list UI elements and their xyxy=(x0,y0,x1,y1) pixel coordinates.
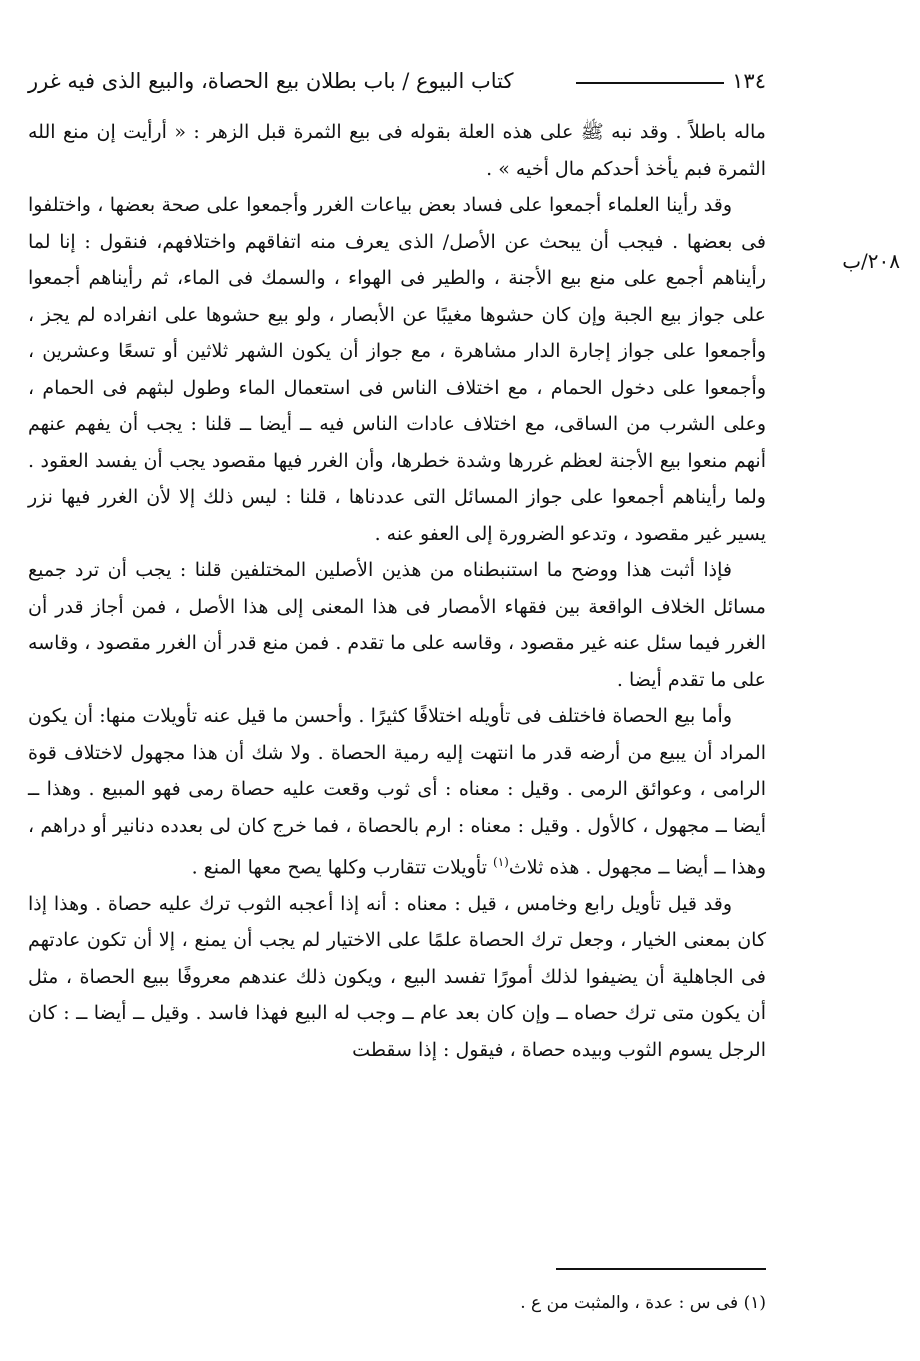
running-title: كتاب البيوع / باب بطلان بيع الحصاة، والبيع الذى فيه غرر xyxy=(28,69,514,93)
paragraph: وقد قيل تأويل رابع وخامس ، قيل : معناه : أنه إذا أعجبه الثوب ترك عليه حصاة . وهذا إذا كان بمعنى الخيار ، وجعل ترك الحصاة علمًا على الاختيار لم يجب أن يمنع ، إلا أن تكون عادتهم فى الجاهلية أن يضيفوا لذلك أمورًا تفسد البيع ، ويكون ذلك عندهم معروفًا ببيع الحصاة ، مثل أن يكون متى ترك حصاه ــ وإن كان بعد عام ــ وجب له البيع فهذا فاسد . وقيل ــ أيضا ــ : كان الرجل يسوم الثوب وبيده حصاة ، فيقول : إذا سقطت xyxy=(28,892,766,1061)
paragraph-text: وأما بيع الحصاة فاختلف فى تأويله اختلافًا كثيرًا . وأحسن ما قيل عنه تأويلات منها: أن يكون المراد أن يبيع من أرضه قدر ما انتهت إليه رمية الحصاة . ولا شك أن هذا مجهول لاختلاف قوة الرامى ، وعوائق الرمى . وقيل : معناه : أى ثوب وقعت عليه حصاة رمى فهو المبيع . وهذا ــ أيضا ــ مجهول ، كالأول . وقيل : معناه : ارم بالحصاة ، فما خرج كان لى بعدده دنانير أو دراهم ، وهذا ــ أيضا ــ مجهول . هذه ثلاث xyxy=(28,705,766,879)
paragraph-text: تأويلات تتقارب وكلها يصح معها المنع . xyxy=(191,856,487,879)
paragraph: فإذا أثبت هذا ووضح ما استنبطناه من هذين الأصلين المختلفين قلنا : يجب أن ترد جميع مسائل الخلاف الواقعة بين فقهاء الأمصار فى هذا المعنى إلى هذا الأصل ، فمن أجاز قدر أن الغرر فيما سئل عنه غير مقصود ، وقاسه على ما تقدم . فمن منع قدر أن الغرر مقصود ، وقاسه على ما تقدم أيضا . xyxy=(28,559,766,691)
paragraph: ماله باطلاً . وقد نبه ﷺ على هذه العلة بقوله فى بيع الثمرة قبل الزهر : « أرأيت إن منع الله الثمرة فبم يأخذ أحدكم مال أخيه » . xyxy=(28,121,766,180)
footnote-rule xyxy=(556,1268,766,1270)
page-body xyxy=(28,114,766,1068)
page-number: ١٣٤ xyxy=(732,69,766,93)
footnote: (١) فى س : عدة ، والمثبت من ع . xyxy=(520,1293,766,1313)
running-header xyxy=(28,66,766,96)
header-rule xyxy=(576,82,724,84)
paragraph xyxy=(28,698,766,886)
manuscript-folio-note: ٢٠٨/ب xyxy=(842,249,900,273)
paragraph: وقد رأينا العلماء أجمعوا على فساد بعض بياعات الغرر وأجمعوا على صحة بعضها ، واختلفوا فى بعضها . فيجب أن يبحث عن الأصل/ الذى يعرف منه اتفاقهم واختلافهم، فنقول : إنا لما رأيناهم أجمع على منع بيع الأجنة ، والطير فى الهواء ، والسمك فى الماء، ثم رأيناهم أجمعوا على جواز بيع الجبة وإن كان حشوها مغيبًا عن الأبصار ، ولو بيع حشوها على انفراده لم يجز ، وأجمعوا على جواز إجارة الدار مشاهرة ، مع جواز أن يكون الشهر ثلاثين أو تسعًا وعشرين ، وأجمعوا على دخول الحمام ، مع اختلاف الناس فى استعمال الماء وطول لبثهم فى الحمام ، وعلى الشرب من الساقى، مع اختلاف عادات الناس فيه ــ أيضا ــ قلنا : يجب أن يفهم عنهم أنهم منعوا بيع الأجنة لعظم غررها وشدة خطرها، وأن الغرر فيها مقصود يجب أن يفسد العقود . ولما رأيناهم أجمعوا على جواز المسائل التى عددناها ، قلنا : ليس ذلك إلا لأن الغرر فيها نزر يسير غير مقصود ، وتدعو الضرورة إلى العفو عنه . xyxy=(28,194,766,545)
footnote-marker: (١) xyxy=(493,855,509,869)
